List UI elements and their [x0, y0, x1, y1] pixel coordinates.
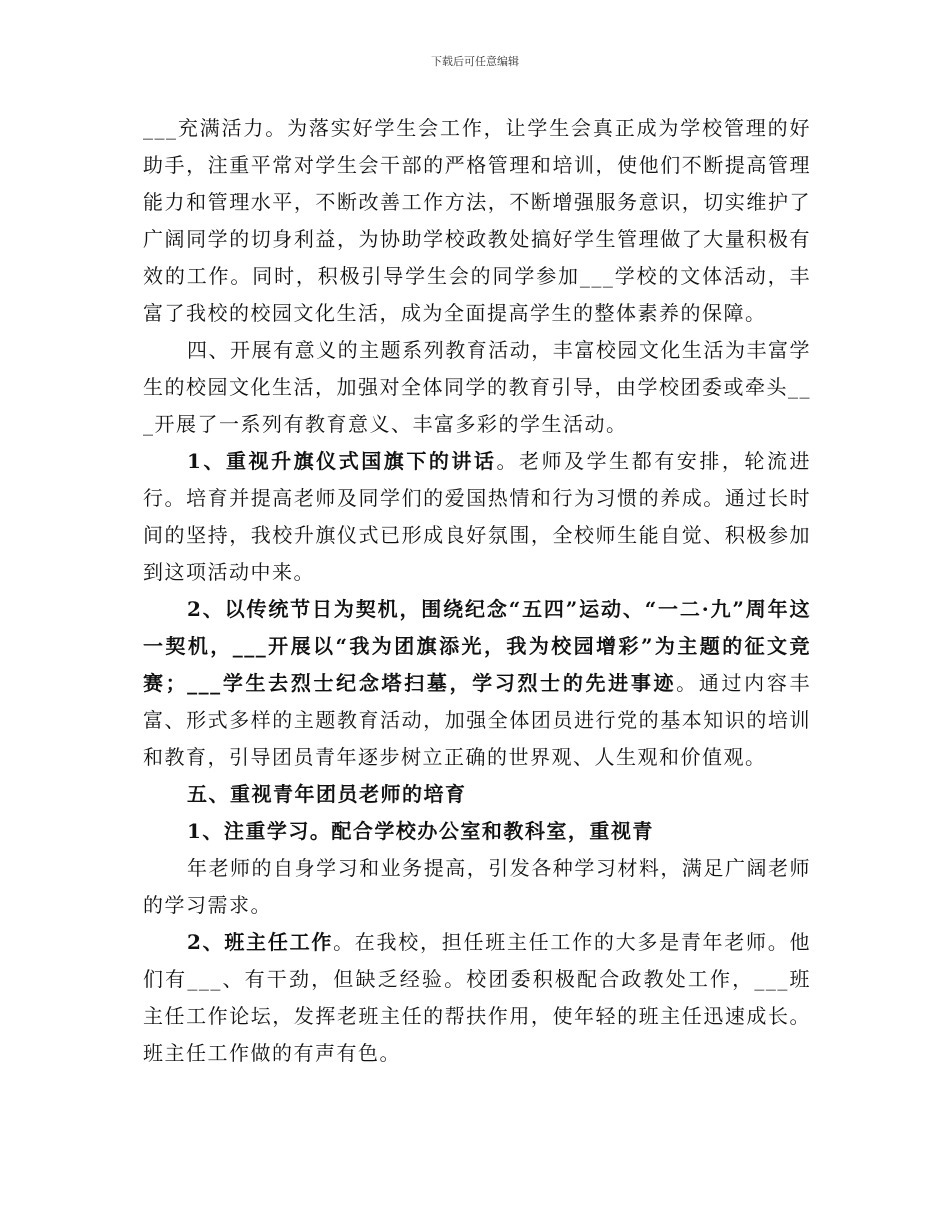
paragraph-text: 四、开展有意义的主题系列教育活动，丰富校园文化生活为丰富学生的校园文化生活，加强对全体同学的教育引导，由学校团委或牵头___开展了一系列有教育意义、丰富多彩的学生活动。 — [143, 338, 811, 436]
paragraph-theme-activities — [143, 332, 811, 443]
paragraph-text: 。通过内容丰富、形式多样的主题教育活动，加强全体团员进行党的基本知识的培训和教育，引导团员青年逐步树立正确的世界观、人生观和价值观。 — [143, 671, 812, 769]
paragraph-lead: 五、重视青年团员老师的培育 — [187, 782, 467, 806]
document-body — [143, 110, 811, 1072]
paragraph-lead: 2、以传统节日为契机，围绕纪念“五四”运动、“一二·九”周年这一契机，___开展以“我为团旗添光，我为校园增彩”为主题的征文竞赛；___学生去烈士纪念塔扫墓，学习烈士的先进事迹 — [143, 597, 811, 695]
paragraph-text: ___充满活力。为落实好学生会工作，让学生会真正成为学校管理的好助手，注重平常对学生会干部的严格管理和培训，使他们不断提高管理能力和管理水平，不断改善工作方法，不断增强服务意识，切实维护了广阔同学的切身利益，为协助学校政教处搞好学生管理做了大量积极有效的工作。同时，积极引导学生会的同学参加___学校的文体活动，丰富了我校的校园文化生活，成为全面提高学生的整体素养的保障。 — [143, 116, 811, 325]
paragraph-text: 。在我校，担任班主任工作的大多是青年老师。他们有___、有干劲，但缺乏经验。校团委积极配合政教处工作，___班主任工作论坛，发挥老班主任的帮扶作用，使年轻的班主任迅速成长。班主任工作做的有声有色。 — [143, 930, 811, 1065]
section-heading-young-teachers — [143, 776, 811, 813]
paragraph-lead: 1、重视升旗仪式国旗下的讲话 — [187, 449, 497, 473]
paragraph-flag-raising — [143, 443, 811, 591]
paragraph-traditional-festivals — [143, 591, 811, 776]
paragraph-student-union — [143, 110, 811, 332]
page-header: 下载后可任意编辑 — [431, 55, 519, 68]
paragraph-lead: 1、注重学习。配合学校办公室和教科室，重视青 — [187, 819, 654, 843]
paragraph-text: 。老师及学生都有安排，轮流进行。培育并提高老师及同学们的爱国热情和行为习惯的养成。通过长时间的坚持，我校升旗仪式已形成良好氛围，全校师生能自觉、积极参加到这项活动中来。 — [143, 449, 812, 584]
paragraph-class-teacher — [143, 924, 811, 1072]
paragraph-study-body — [143, 850, 811, 924]
paragraph-study-heading — [143, 813, 811, 850]
paragraph-text: 年老师的自身学习和业务提高，引发各种学习材料，满足广阔老师的学习需求。 — [143, 856, 811, 917]
paragraph-lead: 2、班主任工作 — [187, 930, 334, 954]
